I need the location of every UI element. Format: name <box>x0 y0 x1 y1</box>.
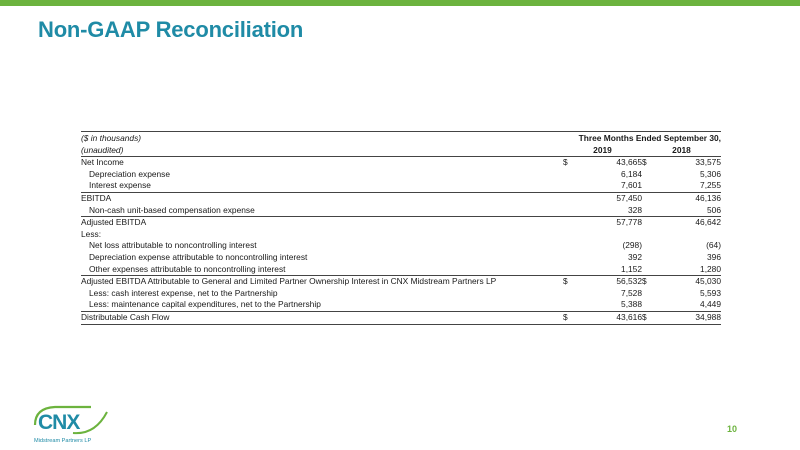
year-2019-header: 2019 <box>563 145 642 157</box>
value-2018: 46,642 <box>682 217 722 229</box>
value-2018 <box>682 229 722 241</box>
page-number: 10 <box>727 424 738 434</box>
currency-2019 <box>563 205 603 217</box>
slide-title: Non-GAAP Reconciliation <box>38 17 304 42</box>
year-2018-header: 2018 <box>642 145 721 157</box>
currency-2018 <box>642 169 682 181</box>
currency-2019 <box>563 264 603 276</box>
currency-2018 <box>642 205 682 217</box>
currency-2019: $ <box>563 157 603 169</box>
value-2019: 56,532 <box>603 276 643 288</box>
currency-2019 <box>563 217 603 229</box>
table-row <box>81 240 721 252</box>
period-header: Three Months Ended September 30, <box>563 132 721 145</box>
value-2018: 34,988 <box>682 311 722 324</box>
value-2018: 506 <box>707 204 721 215</box>
value-2019: 57,778 <box>603 217 643 229</box>
table-subheader-row <box>81 145 721 157</box>
table-row <box>81 180 721 192</box>
currency-2019 <box>563 180 603 192</box>
row-label: Adjusted EBITDA <box>81 217 563 229</box>
table-row <box>81 264 721 276</box>
table-row <box>81 229 721 241</box>
currency-2018 <box>642 264 682 276</box>
currency-2018 <box>642 299 682 311</box>
currency-2019 <box>563 192 603 204</box>
units-label: ($ in thousands) <box>81 132 563 145</box>
currency-2018 <box>642 217 682 229</box>
row-label: Depreciation expense attributable to noncontrolling interest <box>89 251 308 262</box>
currency-2019 <box>563 240 603 252</box>
table-row <box>81 169 721 181</box>
currency-2019 <box>563 252 603 264</box>
value-2019 <box>603 229 643 241</box>
value-2018: 1,280 <box>700 263 721 274</box>
table-row <box>81 288 721 300</box>
currency-2019 <box>563 169 603 181</box>
table-row <box>81 252 721 264</box>
row-label: Less: <box>81 228 102 239</box>
row-label: Adjusted EBITDA Attributable to General and Limited Partner Ownership Interest in CNX Midstream Partners LP <box>81 276 563 288</box>
currency-2019 <box>563 229 603 241</box>
table-row <box>81 311 721 324</box>
logo-wordmark: CNX <box>38 411 80 434</box>
currency-2018: $ <box>642 276 682 288</box>
value-2019: 6,184 <box>621 168 642 179</box>
cnx-logo <box>33 404 113 446</box>
table-row <box>81 217 721 229</box>
value-2018: 45,030 <box>682 276 722 288</box>
table-row <box>81 205 721 217</box>
value-2019: 1,152 <box>621 263 642 274</box>
currency-2018: $ <box>642 311 682 324</box>
value-2019: 43,616 <box>603 311 643 324</box>
value-2019: (298) <box>622 240 642 251</box>
value-2018: 5,593 <box>700 287 721 298</box>
currency-2019: $ <box>563 311 603 324</box>
value-2018: 33,575 <box>682 157 722 169</box>
currency-2018 <box>642 229 682 241</box>
reconciliation-table <box>81 131 721 325</box>
row-label: EBITDA <box>81 192 563 204</box>
currency-2019 <box>563 288 603 300</box>
value-2019: 57,450 <box>603 192 643 204</box>
logo-subtext: Midstream Partners LP <box>34 438 92 444</box>
value-2018: 7,255 <box>700 180 721 191</box>
value-2018: (64) <box>706 240 721 251</box>
row-label: Net Income <box>81 157 563 169</box>
table-row <box>81 192 721 204</box>
row-label: Depreciation expense <box>89 168 171 179</box>
table-row <box>81 276 721 288</box>
value-2018: 396 <box>707 251 721 262</box>
value-2019: 43,665 <box>603 157 643 169</box>
currency-2018 <box>642 240 682 252</box>
currency-2018: $ <box>642 157 682 169</box>
row-label: Less: maintenance capital expenditures, net to the Partnership <box>89 299 321 310</box>
value-2018: 46,136 <box>682 192 722 204</box>
currency-2018 <box>642 192 682 204</box>
value-2019: 392 <box>628 251 642 262</box>
value-2019: 5,388 <box>621 299 642 310</box>
currency-2018 <box>642 288 682 300</box>
row-label: Net loss attributable to noncontrolling interest <box>89 240 257 251</box>
currency-2019 <box>563 299 603 311</box>
row-label: Non-cash unit-based compensation expense <box>89 204 255 215</box>
currency-2019: $ <box>563 276 603 288</box>
value-2019: 328 <box>628 204 642 215</box>
table-row <box>81 157 721 169</box>
value-2019: 7,528 <box>621 287 642 298</box>
value-2018: 5,306 <box>700 168 721 179</box>
table-row <box>81 299 721 311</box>
row-label: Less: cash interest expense, net to the Partnership <box>89 287 278 298</box>
value-2018: 4,449 <box>700 299 721 310</box>
value-2019: 7,601 <box>621 180 642 191</box>
currency-2018 <box>642 252 682 264</box>
row-label: Distributable Cash Flow <box>81 311 563 324</box>
row-label: Interest expense <box>89 180 151 191</box>
table-header-row <box>81 132 721 145</box>
top-accent-bar <box>0 0 800 6</box>
row-label: Other expenses attributable to noncontrolling interest <box>89 263 286 274</box>
unaudited-label: (unaudited) <box>81 145 563 157</box>
currency-2018 <box>642 180 682 192</box>
